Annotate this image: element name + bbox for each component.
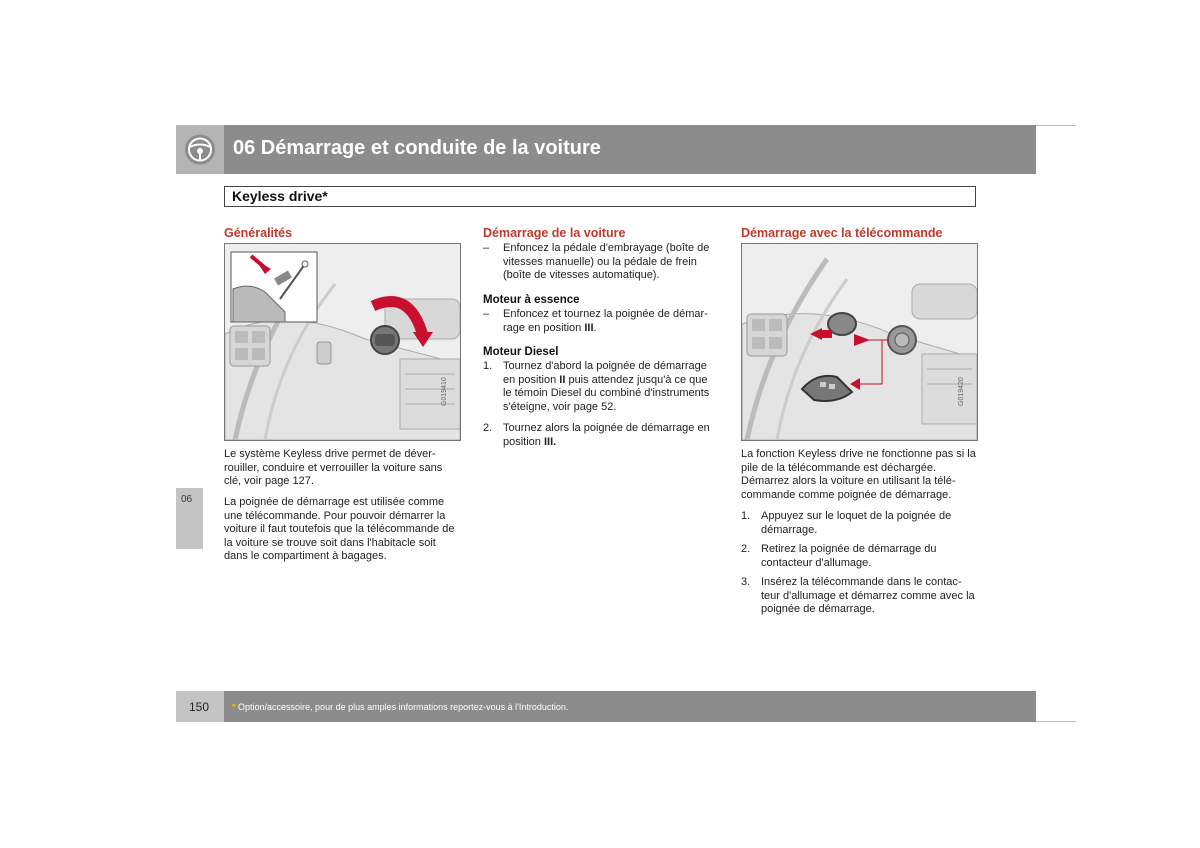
figure-code: G019410 (441, 377, 448, 406)
list-marker: 3. (741, 576, 751, 588)
list-item (483, 308, 719, 335)
text-run: puis attendez jusqu'à ce que le témoin Diesel du combiné d'instruments s'éteigne, voir page 52. (503, 373, 710, 413)
list-marker: 2. (483, 422, 493, 434)
heading-demarrage: Démarrage de la voiture (483, 226, 626, 240)
list-item-text: Appuyez sur le loquet de la poignée de démarrage. (761, 510, 952, 536)
page-number: 150 (189, 700, 210, 714)
section-title-box (224, 186, 976, 207)
paragraph: La fonction Keyless drive ne fonctionne pas si la pile de la télécommande est déchargée. Démarrez alors la voiture en utilisant la télé-commande comme poignée de démarrage. (741, 448, 976, 501)
footnote-star: * (232, 702, 236, 712)
list-item-text: Enfoncez la pédale d'embrayage (boîte de vitesses manuelle) ou la pédale de frein (boîte de vitesses automatique). (503, 242, 710, 281)
list-item (483, 422, 719, 449)
position-label: II (559, 373, 566, 386)
footnote-text: Option/accessoire, pour de plus amples informations reportez-vous à l'Introduction. (235, 702, 569, 712)
list-item (741, 543, 977, 570)
list-item-text (503, 360, 719, 414)
text-run: . (593, 321, 597, 334)
list-item (741, 510, 977, 537)
footer-rule (1036, 721, 1076, 722)
chapter-tab-number: 06 (181, 494, 193, 505)
heading-generalites: Généralités (224, 226, 293, 240)
list-marker: 2. (741, 543, 751, 555)
header-rule (1036, 125, 1076, 126)
figure-code: G019420 (958, 377, 965, 406)
list-item (483, 242, 719, 283)
list-item-text (503, 308, 719, 335)
chapter-title: 06 Démarrage et conduite de la voiture (233, 137, 601, 159)
text-run: Tournez alors la poignée de démarrage en position (503, 422, 710, 448)
list-item-text: Retirez la poignée de démarrage du contacteur d'allumage. (761, 543, 937, 569)
list-marker: – (483, 308, 490, 320)
paragraph: La poignée de démarrage est utilisée comme une télécommande. Pour pouvoir démarrer la voiture il faut toutefois que la télécommande de la voiture se trouve soit dans l'habitacle soit dans le compartiment à bagages. (224, 496, 455, 562)
chapter-icon-box (176, 125, 224, 174)
list-marker: 1. (741, 510, 751, 522)
list-item (741, 576, 977, 617)
list-item (483, 360, 719, 414)
footnote (232, 702, 568, 712)
list-marker: 1. (483, 360, 493, 372)
steering-wheel-icon (176, 125, 224, 174)
illustration-ignition-turn (224, 243, 461, 441)
text-run: Enfoncez et tournez la poignée de démar-rage en position (503, 308, 708, 334)
illustration-remote-start (741, 243, 978, 441)
list-item-text: Insérez la télécommande dans le contac-teur d'allumage et démarrez comme avec la poignée de démarrage. (761, 576, 975, 615)
position-label: III. (543, 435, 557, 448)
paragraph: Le système Keyless drive permet de déver-rouiller, conduire et verrouiller la voiture sans clé, voir page 127. (224, 448, 443, 487)
section-title: Keyless drive* (232, 188, 328, 204)
subheading-diesel: Moteur Diesel (483, 346, 559, 358)
list-item-text (503, 422, 719, 449)
subheading-essence: Moteur à essence (483, 294, 580, 306)
list-marker: – (483, 242, 490, 254)
heading-telecommande: Démarrage avec la télécommande (741, 226, 943, 240)
position-label: III (584, 321, 594, 334)
text-run: Tournez d'abord la poignée de démarrage en position (503, 360, 707, 386)
